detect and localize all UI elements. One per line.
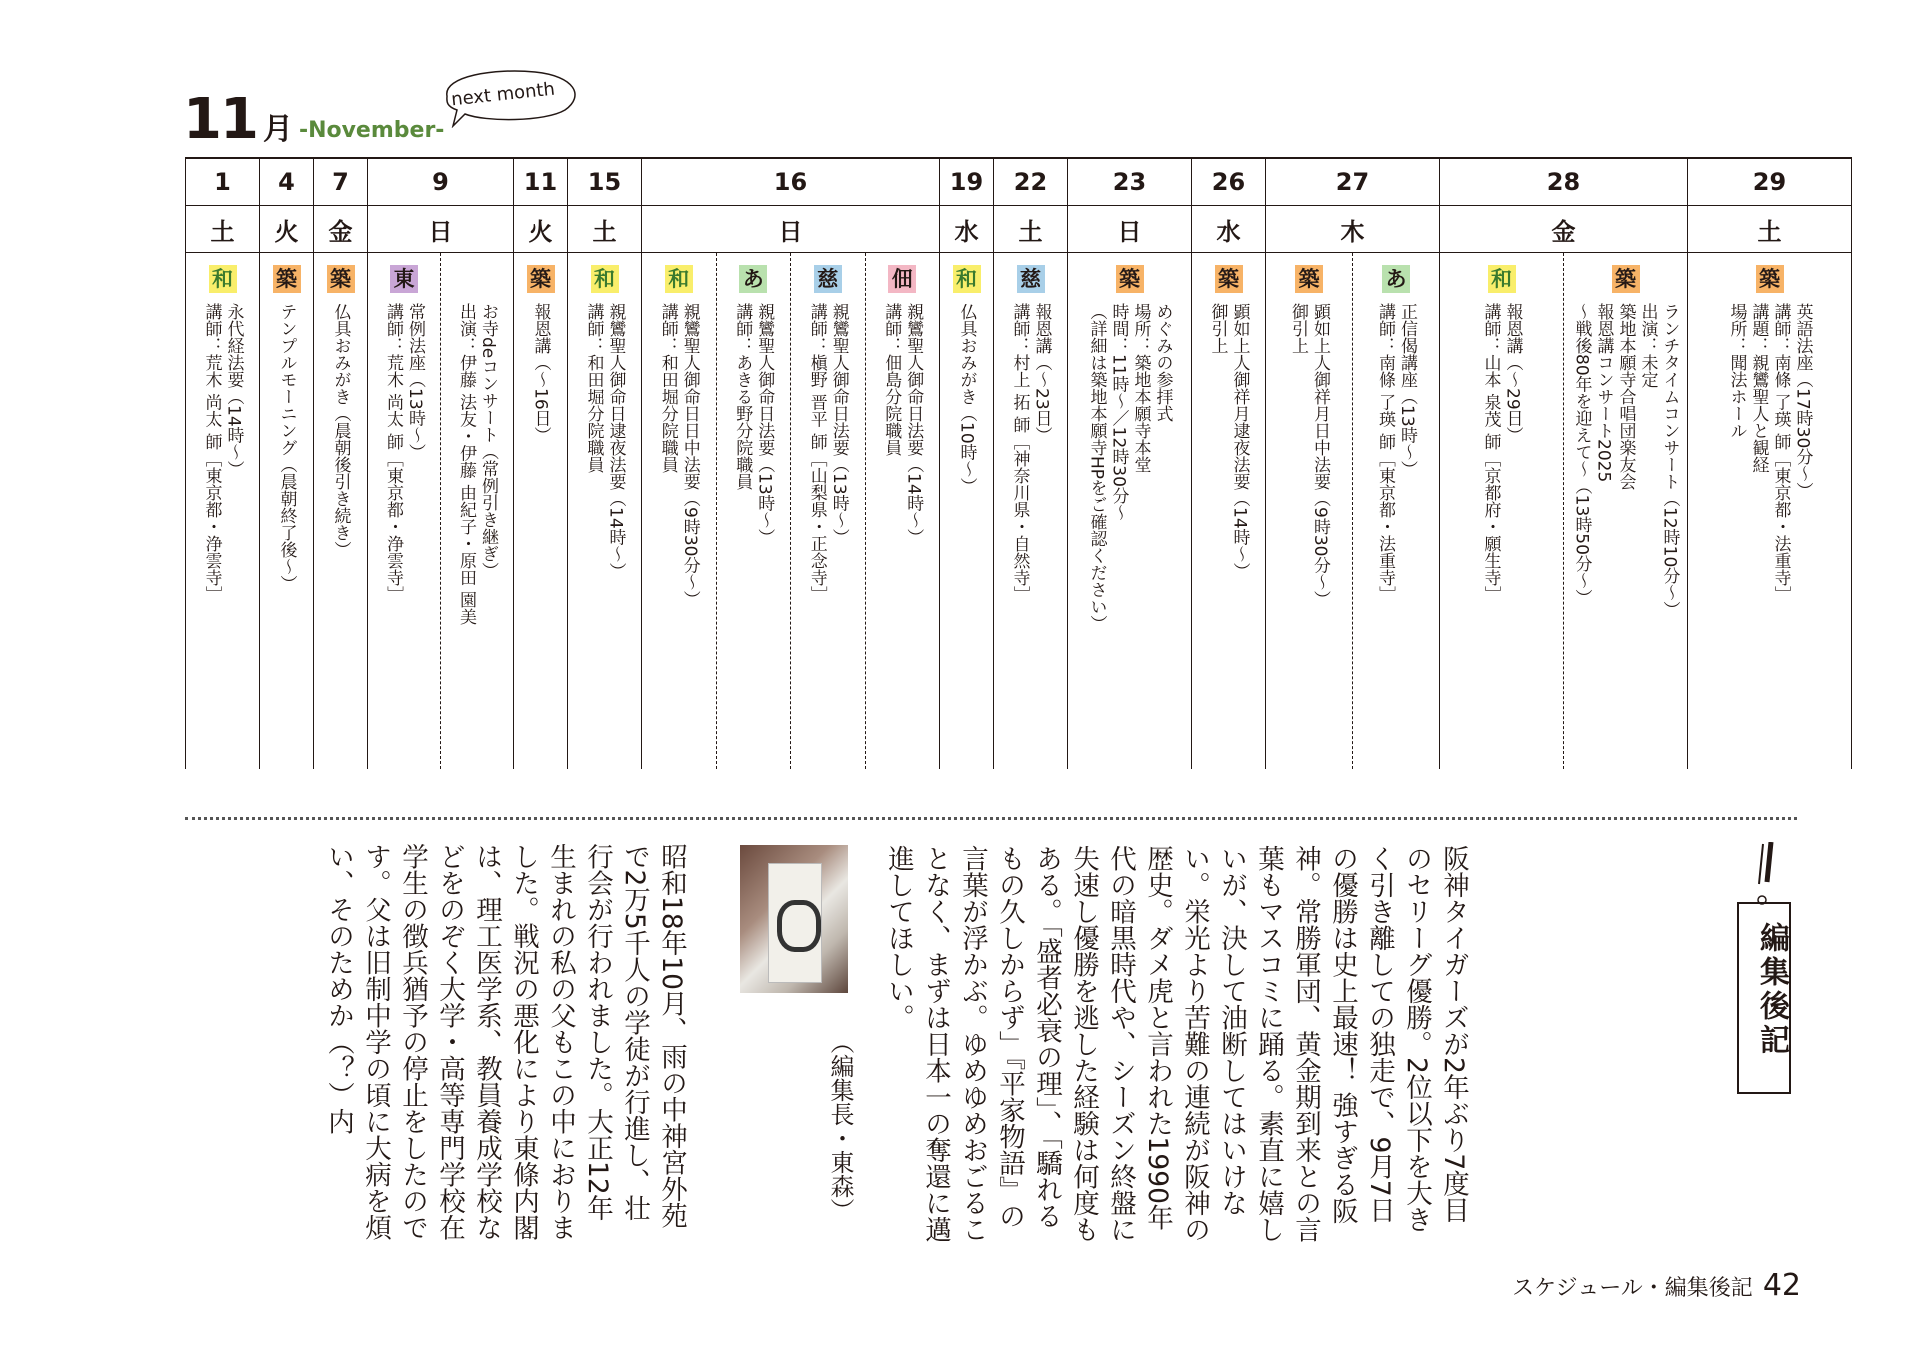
event-line: 出演：伊藤 法友・伊藤 由紀子・原田 園美 <box>456 303 476 626</box>
venue-badge: 築 <box>1612 265 1640 293</box>
weekday-row <box>186 206 1852 253</box>
event-line: 御引上 <box>1288 303 1308 354</box>
day-events <box>940 253 994 770</box>
day-weekday: 日 <box>642 206 940 253</box>
event-line: 仏具おみがき（10時～） <box>956 303 977 495</box>
event-text <box>1086 303 1174 632</box>
bubble-text: next month <box>450 78 556 111</box>
event-slot <box>1266 253 1352 769</box>
event-line: ～戦後80年を迎えて～（13時50分～） <box>1571 303 1592 606</box>
day-date: 4 <box>260 158 314 206</box>
event-text <box>455 303 499 625</box>
day-events <box>514 253 568 770</box>
event-slot <box>1688 253 1851 769</box>
event-slot <box>1440 253 1563 769</box>
event-line: 永代経法要（14時～） <box>223 303 244 478</box>
event-slot <box>568 253 641 769</box>
month-header <box>183 87 445 152</box>
event-slot <box>994 253 1067 769</box>
venue-badge: 築 <box>1295 265 1323 293</box>
event-line: 顕如上人御祥月日中法要（9時30分～） <box>1310 303 1330 608</box>
event-text <box>1726 303 1814 603</box>
day-events <box>1192 253 1266 770</box>
event-line: 仏具おみがき（晨朝後引き続き） <box>330 303 351 558</box>
venue-badge: あ <box>739 265 767 293</box>
event-line: めぐみの参拝式 <box>1152 303 1173 422</box>
day-weekday: 日 <box>1068 206 1192 253</box>
schedule-table <box>185 157 1852 769</box>
event-slot <box>514 253 567 769</box>
event-line: 築地本願寺合唱団楽友会 <box>1615 303 1636 490</box>
day-date: 29 <box>1688 158 1852 206</box>
venue-badge: 和 <box>665 265 693 293</box>
day-events <box>1688 253 1852 770</box>
event-slot <box>1352 253 1439 769</box>
day-date: 7 <box>314 158 368 206</box>
event-line: 講師：村上 拓 師［神奈川県・自然寺］ <box>1009 303 1030 603</box>
event-text <box>330 303 352 558</box>
event-line: 御引上 <box>1207 303 1228 354</box>
event-text <box>731 303 775 546</box>
day-weekday: 水 <box>1192 206 1266 253</box>
day-weekday: 水 <box>940 206 994 253</box>
venue-badge: 和 <box>591 265 619 293</box>
day-weekday: 土 <box>1688 206 1852 253</box>
event-text <box>530 303 552 444</box>
day-date: 9 <box>368 158 514 206</box>
day-events <box>314 253 368 770</box>
event-text <box>583 303 627 580</box>
day-events <box>186 253 260 770</box>
editorial-text-1: 阪神タイガーズが2年ぶり7度目のセリーグ優勝。2位以下を大きく引き離しての独走で、9月7日の優勝は史上最速！ 強すぎる阪神。常勝軍団、黄金期到来との言葉もマスコミに踊る。素直に嬉しいが、決して油断してはいけない。栄光より苦難の連続が阪神の歴史。ダメ虎と言われた1990年代の暗黒時代や、シーズン終盤に失速し優勝を逃した経験は何度もある。「盛者必衰の理」、「驕れるもの久しからず」『平家物語』の言葉が浮かぶ。ゆめゆめおごることなく、まずは日本一の奪還に邁進してほしい。 <box>883 845 1469 1243</box>
day-weekday: 木 <box>1266 206 1440 253</box>
venue-badge: 築 <box>327 265 355 293</box>
event-line: 講師：和田堀分院職員 <box>583 303 604 473</box>
event-text <box>1571 303 1681 618</box>
event-slot <box>368 253 440 769</box>
editorial-signature: （編集長・東森） <box>826 1030 854 1222</box>
event-slot <box>716 253 791 769</box>
day-date: 28 <box>1440 158 1688 206</box>
venue-badge: 佃 <box>888 265 916 293</box>
event-slot <box>1068 253 1191 769</box>
day-events <box>260 253 314 770</box>
event-text <box>1374 303 1418 603</box>
event-text <box>880 303 924 546</box>
day-weekday: 日 <box>368 206 514 253</box>
editorial-label-tag <box>1737 842 1791 1092</box>
next-month-bubble <box>435 66 585 124</box>
venue-badge: 築 <box>1215 265 1243 293</box>
day-weekday: 土 <box>994 206 1068 253</box>
date-row <box>186 158 1852 206</box>
event-text <box>956 303 978 495</box>
event-line: 講師：荒木 尚太 師［東京都・浄雲寺］ <box>383 303 403 603</box>
event-line: （詳細は築地本願寺HPをご確認ください） <box>1086 303 1107 633</box>
day-date: 22 <box>994 158 1068 206</box>
event-line: 英語法座（17時30分～） <box>1792 303 1813 500</box>
event-line: ランチタイムコンサート（12時10分～） <box>1659 303 1680 619</box>
event-slot <box>865 253 940 769</box>
event-line: 親鸞聖人御命日日中法要（9時30分～） <box>679 303 700 608</box>
photo-sake-bottle <box>740 845 848 993</box>
event-line: テンプルモーニング（晨朝終了後～） <box>276 303 297 592</box>
day-date: 15 <box>568 158 642 206</box>
month-number: 11 <box>183 87 257 152</box>
footer-section: スケジュール・編集後記 <box>1512 1276 1753 1301</box>
event-slot <box>314 253 367 769</box>
venue-badge: 東 <box>390 265 418 293</box>
month-kanji: 月 <box>262 112 293 147</box>
venue-badge: あ <box>1382 265 1410 293</box>
event-text <box>382 303 426 603</box>
event-text <box>1480 303 1524 603</box>
event-line: 時間：11時～／12時30分～ <box>1108 303 1129 521</box>
event-slot <box>642 253 716 769</box>
editorial-text-2: 昭和18年10月、雨の中神宮外苑で2万5千人の学徒が行進し、壮行会が行われました。大正12年生まれの私の父もこの中におりました。戦況の悪化により東條内閣は、理工医学系、教員養成学校などをのぞく大学・高等専門学校在学生の徴兵猶予の停止をしたのです。父は旧制中学の頃に大病を煩い、そのためか（？）内 <box>323 843 687 1241</box>
day-events <box>1068 253 1192 770</box>
event-line: 講師：南條 了瑛 師［東京都・法重寺］ <box>1770 303 1791 603</box>
event-line: 報恩講（～29日） <box>1502 303 1523 444</box>
page-number: 42 <box>1762 1268 1801 1303</box>
event-line: 報恩講（～23日） <box>1031 303 1052 444</box>
day-weekday: 火 <box>260 206 314 253</box>
day-events <box>1266 253 1440 770</box>
event-line: 講師：山本 泉茂 師［京都府・願生寺］ <box>1480 303 1501 603</box>
day-date: 27 <box>1266 158 1440 206</box>
event-line: 講師：和田堀分院職員 <box>657 303 678 473</box>
venue-badge: 築 <box>1756 265 1784 293</box>
event-line: 場所：築地本願寺本堂 <box>1130 303 1151 473</box>
event-line: 講師：あきる野分院職員 <box>732 303 753 490</box>
day-date: 23 <box>1068 158 1192 206</box>
month-english: -November- <box>298 118 445 143</box>
event-text <box>276 303 298 592</box>
dotted-divider <box>185 817 1797 820</box>
event-line: 報恩講コンサート2025 <box>1593 303 1614 483</box>
event-text <box>1287 303 1331 607</box>
day-weekday: 金 <box>1440 206 1688 253</box>
event-text <box>201 303 245 603</box>
venue-badge: 築 <box>273 265 301 293</box>
day-events <box>368 253 514 770</box>
events-row <box>186 253 1852 770</box>
day-weekday: 金 <box>314 206 368 253</box>
event-slot <box>790 253 865 769</box>
day-date: 26 <box>1192 158 1266 206</box>
event-slot <box>440 253 513 769</box>
event-line: 顕如上人御祥月逮夜法要（14時～） <box>1229 303 1250 580</box>
venue-badge: 築 <box>1116 265 1144 293</box>
event-line: 講師：南條 了瑛 師［東京都・法重寺］ <box>1375 303 1395 603</box>
event-line: 親鸞聖人御命日逮夜法要（14時～） <box>605 303 626 580</box>
venue-badge: 和 <box>953 265 981 293</box>
event-line: 親鸞聖人御命日法要（13時～） <box>754 303 775 546</box>
event-slot <box>186 253 259 769</box>
event-slot <box>260 253 313 769</box>
day-weekday: 土 <box>568 206 642 253</box>
event-slot <box>1563 253 1687 769</box>
day-weekday: 土 <box>186 206 260 253</box>
day-date: 1 <box>186 158 260 206</box>
page-footer <box>1512 1268 1801 1303</box>
event-slot <box>940 253 993 769</box>
event-line: お寺deコンサート（常例引き継ぎ） <box>478 303 498 580</box>
day-date: 11 <box>514 158 568 206</box>
event-line: 親鸞聖人御命日法要（13時～） <box>828 303 849 546</box>
day-events <box>1440 253 1688 770</box>
venue-badge: 慈 <box>814 265 842 293</box>
day-events <box>642 253 940 770</box>
event-text <box>657 303 701 607</box>
event-line: 報恩講（～16日） <box>530 303 551 444</box>
event-line: 講師：槇野 晋平 師［山梨県・正念寺］ <box>806 303 827 603</box>
event-text <box>1009 303 1053 603</box>
event-text <box>1207 303 1251 580</box>
day-events <box>994 253 1068 770</box>
event-line: 常例法座（13時～） <box>405 303 425 461</box>
event-line: 出演：未定 <box>1637 303 1658 388</box>
event-text <box>806 303 850 603</box>
day-date: 16 <box>642 158 940 206</box>
day-weekday: 火 <box>514 206 568 253</box>
event-line: 講題：親鸞聖人と観経 <box>1748 303 1769 473</box>
event-line: 講師：佃島分院職員 <box>881 303 902 456</box>
day-events <box>568 253 642 770</box>
day-date: 19 <box>940 158 994 206</box>
event-line: 講師：荒木 尚太 師［東京都・浄雲寺］ <box>201 303 222 603</box>
venue-badge: 和 <box>1488 265 1516 293</box>
event-line: 親鸞聖人御命日法要（14時～） <box>903 303 924 546</box>
event-line: 場所：聞法ホール <box>1726 303 1747 439</box>
editorial-label: 編集後記 <box>1754 922 1789 1058</box>
event-slot <box>1192 253 1265 769</box>
venue-badge: 築 <box>527 265 555 293</box>
venue-badge: 慈 <box>1017 265 1045 293</box>
event-line: 正信偈講座（13時～） <box>1397 303 1417 478</box>
venue-badge: 和 <box>209 265 237 293</box>
